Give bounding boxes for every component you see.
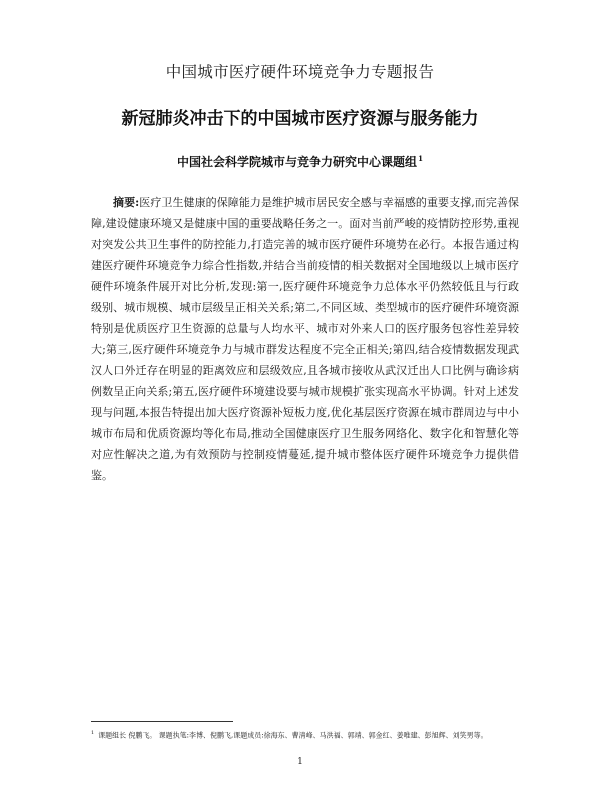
footnote-divider — [91, 721, 233, 722]
page-number: 1 — [297, 757, 303, 767]
author-line — [0, 153, 600, 170]
footnote-mark: 1 — [91, 730, 95, 736]
footnote — [91, 728, 521, 741]
abstract-label: 摘要: — [113, 196, 140, 209]
footnote-text: 课题组长 倪鹏飞。 课题执笔:李博、倪鹏飞,课题成员:徐海东、曹清峰、马洪福、郭靖、郭金红、姜唯建、彭旭辉、刘笑男等。 — [98, 731, 488, 740]
page-title: 新冠肺炎冲击下的中国城市医疗资源与服务能力 — [121, 109, 479, 129]
report-header: 中国城市医疗硬件环境竞争力专题报告 — [165, 63, 435, 81]
abstract — [91, 192, 519, 486]
author-group: 中国社会科学院城市与竞争力研究中心课题组 — [177, 155, 418, 169]
abstract-text: 医疗卫生健康的保障能力是维护城市居民安全感与幸福感的重要支撑,而完善保障,建设健康环境又是健康中国的重要战略任务之一。面对当前严峻的疫情防控形势,重视对突发公共卫生事件的防控能力,打造完善的城市医疗硬件环境势在必行。本报告通过构建医疗硬件环境竞争力综合性指数,并结合当前疫情的相关数据对全国地级以上城市医疗硬件环境条件展开对比分析,发现:第一,医疗硬件环境竞争力总体水平仍然较低且与行政级别、城市规模、城市层级呈正相关关系;第二,不同区域、类型城市的医疗硬件环境资源特别是优质医疗卫生资源的总量与人均水平、城市对外来人口的医疗服务包容性差异较大;第三,医疗硬件环境竞争力与城市群发达程度不完全正相关;第四,结合疫情数据发现武汉人口外迁存在明显的距离效应和层级效应,且各城市接收从武汉迁出人口比例与确诊病例数呈正向关系;第五,医疗硬件环境建设要与城市规模扩张实现高水平协调。针对上述发现与问题,本报告特提出加大医疗资源补短板力度,优化基层医疗资源在城市群周边与中小城市布局和优质资源均等化布局,推动全国健康医疗卫生服务网络化、数字化和智慧化等对应性解决之道,为有效预防与控制疫情蔓延,提升城市整体医疗硬件环境竞争力提供借鉴。 — [91, 196, 520, 482]
author-footnote-mark: 1 — [418, 154, 423, 163]
